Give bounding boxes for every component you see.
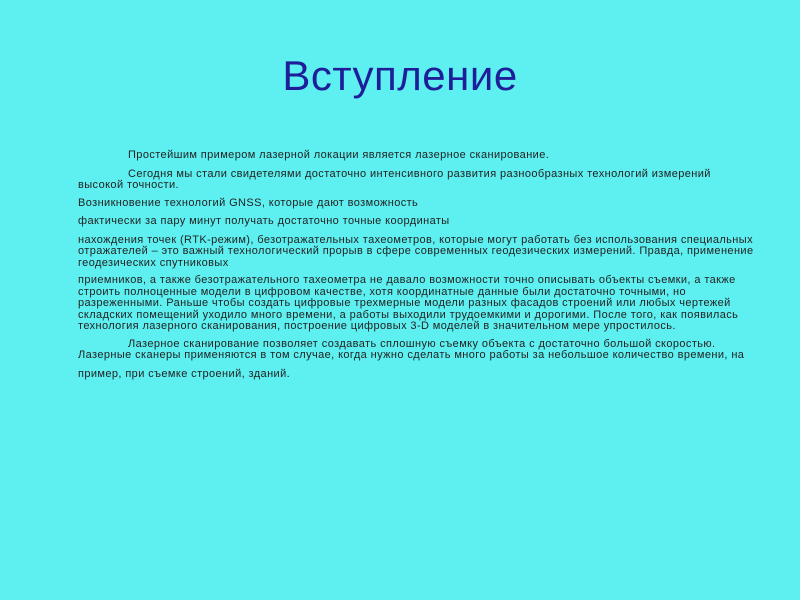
paragraph-8: пример, при съемке строений, зданий. (78, 367, 291, 380)
paragraph-6: приемников, а также безотражательного тахеометра не давало возможности точно описывать объекты съемки, а также строить полноценные модели в цифровом качестве, хотя координатные данные были достаточно точными, но разреженными. Раньше чтобы создать цифровые трехмерные модели разных фасадов строений или любых чертежей складских помещений уходило много времени, а работы выходили трудоемкими и дорогими. После того, как появилась технология лазерного сканирования, построение цифровых 3-D моделей в значительном мере упростилось. (78, 274, 739, 332)
slide-title: Вступление (282, 52, 518, 99)
paragraph-7: Лазерное сканирование позволяет создавать сплошную съемку объекта с достаточно большой скоростью. Лазерные сканеры применяются в том случае, когда нужно сделать много работы за небольшое количество времени, на (78, 337, 745, 361)
slide-body (78, 150, 758, 380)
paragraph-4: фактически за пару минут получать достаточно точные координаты (78, 215, 450, 227)
paragraph-5: нахождения точек (RTK-режим), безотражательных тахеометров, которые могут работать без использования специальных отражателей – это важный технологический прорыв в сфере современных геодезических измерений. Правда, применение геодезических спутниковых (78, 233, 754, 269)
paragraph-2: Сегодня мы стали свидетелями достаточно интенсивного развития разнообразных технологий измерений высокой точности. (78, 167, 711, 191)
paragraph-3: Возникновение технологий GNSS, которые дают возможность (78, 196, 419, 209)
paragraph-1: Простейшим примером лазерной локации является лазерное сканирование. (128, 149, 550, 161)
